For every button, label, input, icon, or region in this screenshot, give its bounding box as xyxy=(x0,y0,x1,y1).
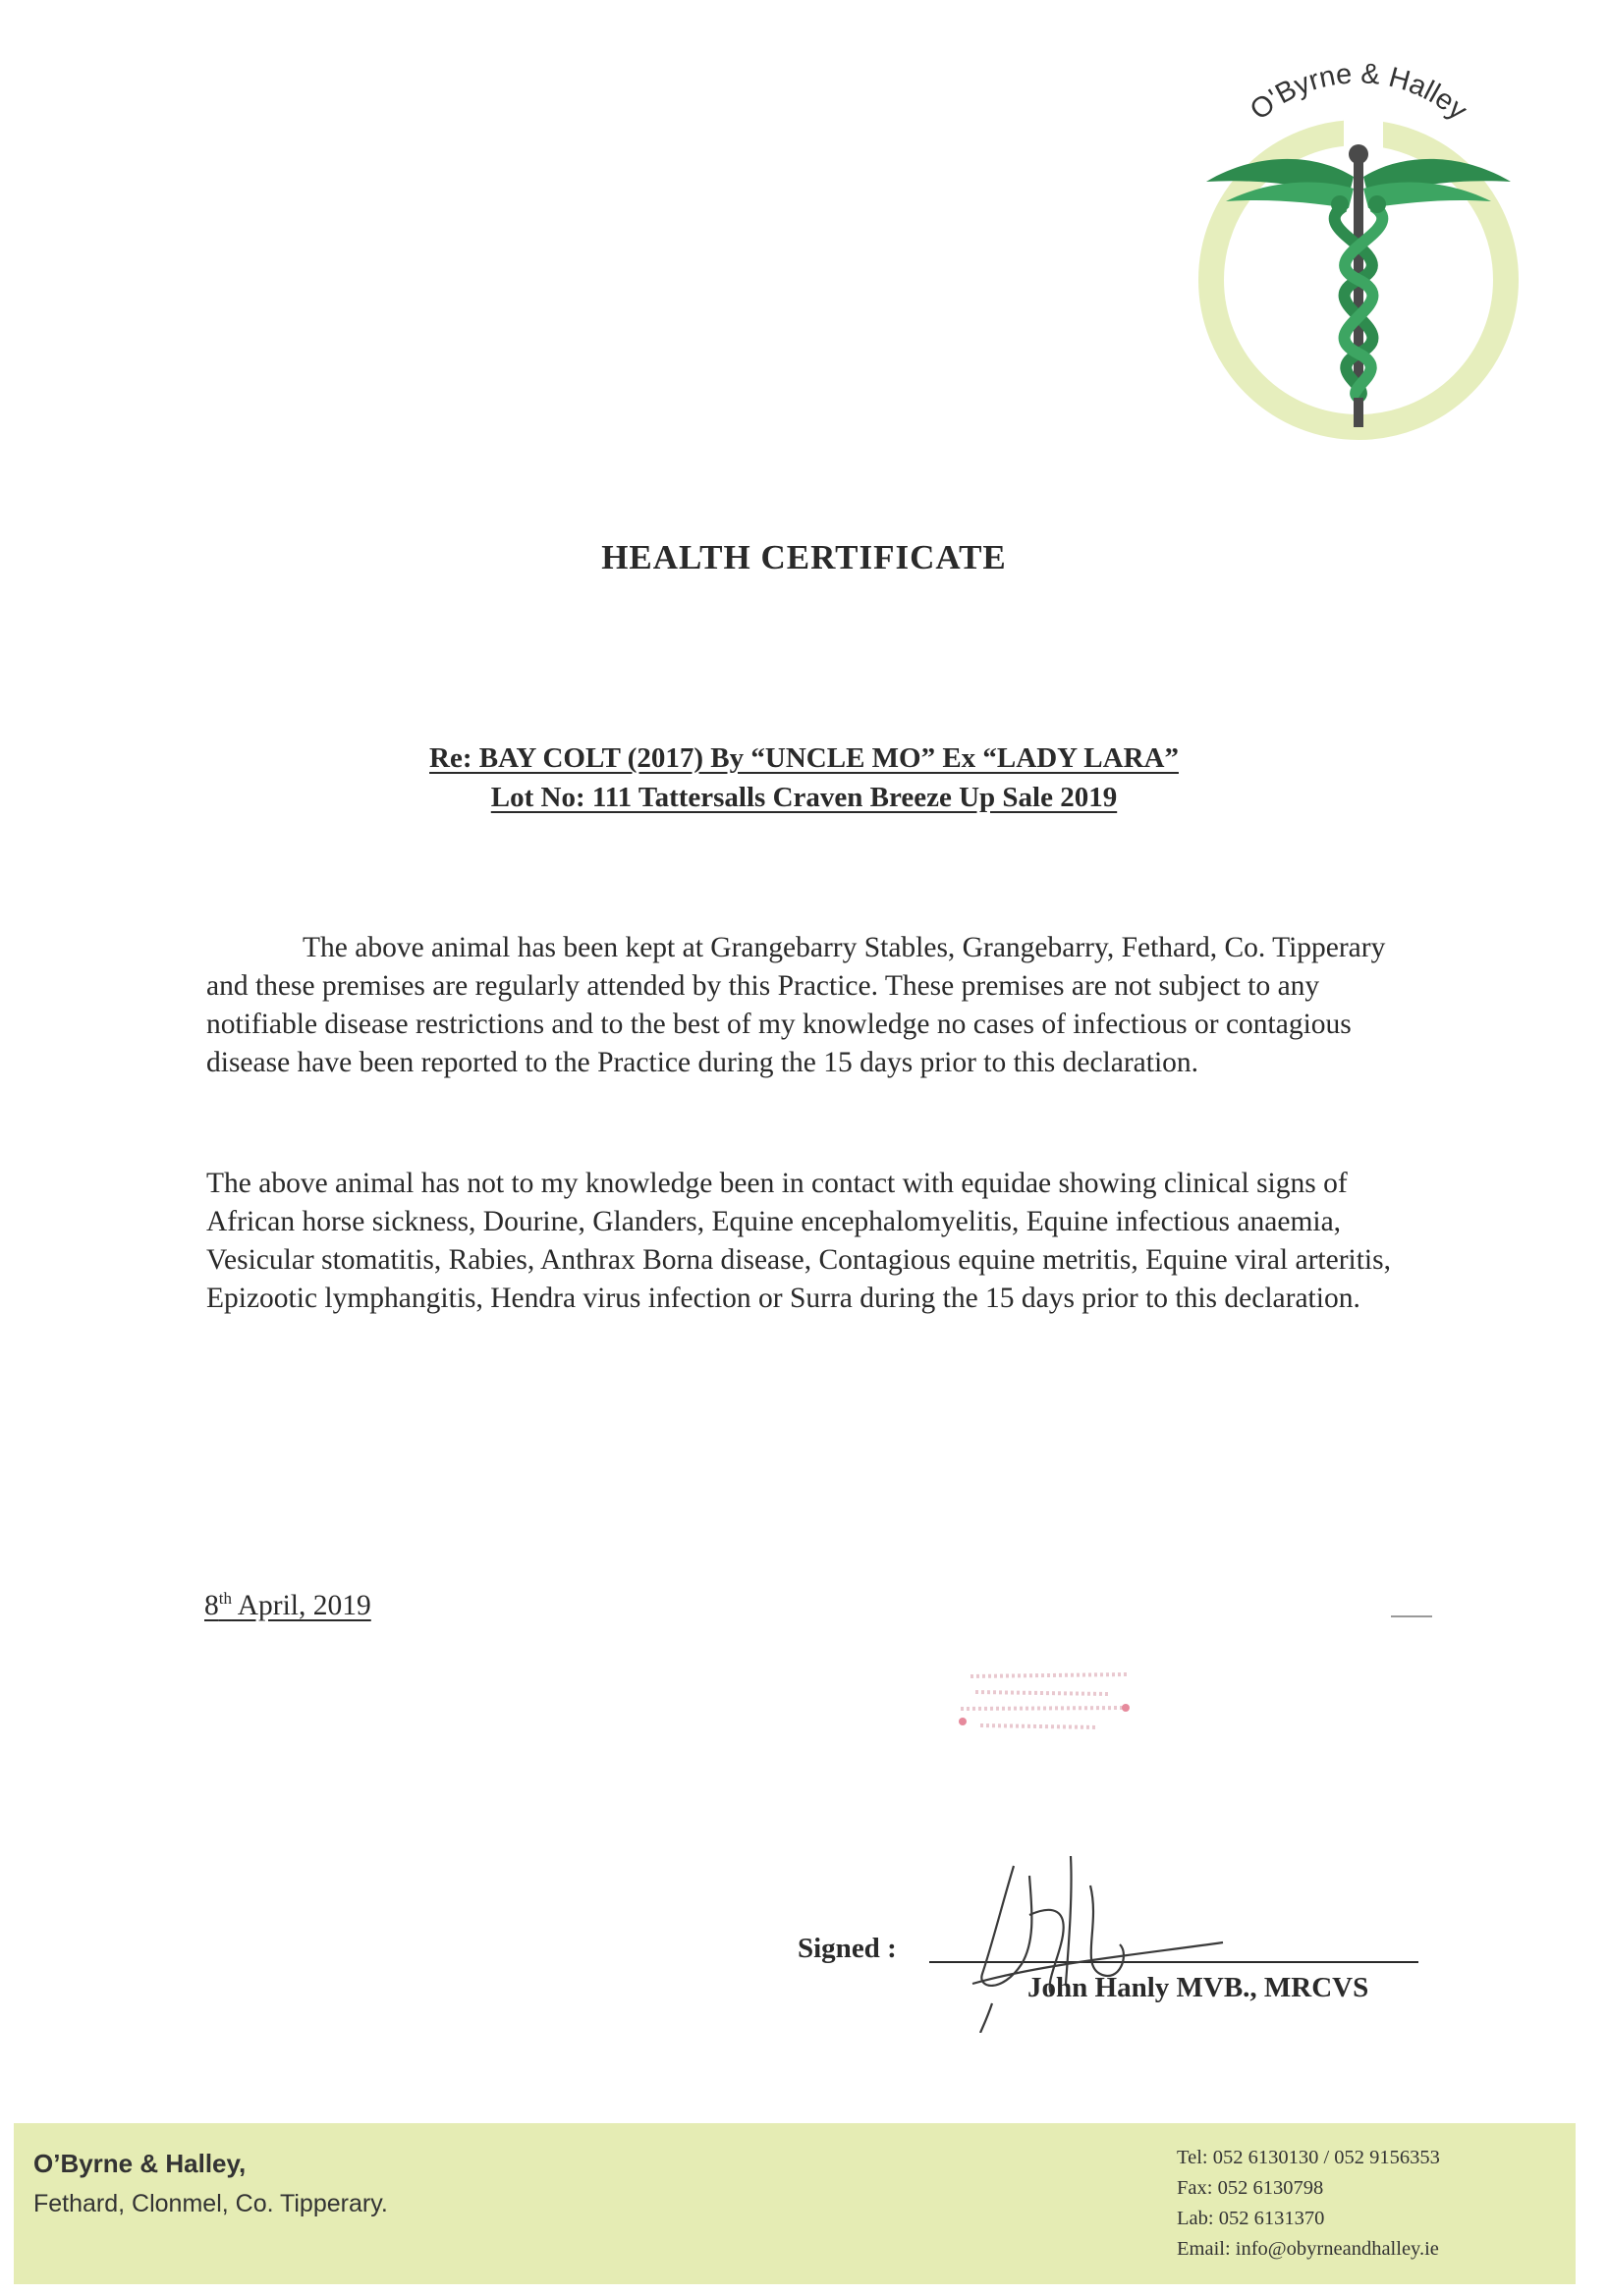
footer-address: Fethard, Clonmel, Co. Tipperary. xyxy=(33,2190,388,2217)
date-day: 8 xyxy=(204,1589,219,1621)
body-paragraph-premises: The above animal has been kept at Grangebarry Stables, Grangebarry, Fethard, Co. Tipperary and these premises are regularly attended by this Practice. These premises are not subject to any notifiable disease restrictions and to the best of my knowledge no cases of infectious or contagious disease have been reported to the Practice during the 15 days prior to this declaration. xyxy=(206,932,1386,1078)
footer-company-name: O’Byrne & Halley, xyxy=(33,2149,247,2178)
margin-mark xyxy=(1391,1615,1432,1617)
footer-fax: Fax: 052 6130798 xyxy=(1177,2177,1324,2199)
footer-contact xyxy=(1177,2143,1440,2265)
footer-lab: Lab: 052 6131370 xyxy=(1177,2208,1325,2229)
letterhead-footer xyxy=(14,2123,1576,2284)
reference-block xyxy=(0,738,1608,817)
body-paragraph-diseases: The above animal has not to my knowledge been in contact with equidae showing clinical signs of African horse sickness, Dourine, Glanders, Equine encephalomyelitis, Equine infectious anaemia, Vesicular stomatitis, Rabies, Anthrax Borna disease, Contagious equine metritis, Equine viral arteritis, Epizootic lymphangitis, Hendra virus infection or Surra during the 15 days prior to this declaration. xyxy=(206,1168,1391,1314)
document-title: HEALTH CERTIFICATE xyxy=(601,538,1007,576)
caduceus-icon xyxy=(1196,59,1521,452)
practice-logo xyxy=(1196,59,1521,452)
signer-name: John Hanly MVB., MRCVS xyxy=(1027,1972,1369,2003)
date-suffix: th xyxy=(218,1589,232,1608)
date-rest: April, 2019 xyxy=(231,1589,371,1621)
handwritten-signature xyxy=(963,1846,1228,2033)
signed-label: Signed : xyxy=(798,1933,897,1964)
logo-text: O'Byrne & Halley xyxy=(1244,59,1473,127)
reference-horse: Re: BAY COLT (2017) By “UNCLE MO” Ex “LADY LARA” xyxy=(429,742,1179,774)
footer-email: Email: info@obyrneandhalley.ie xyxy=(1177,2238,1439,2260)
footer-tel: Tel: 052 6130130 / 052 9156353 xyxy=(1177,2147,1440,2168)
certificate-date xyxy=(204,1589,371,1622)
reference-lot: Lot No: 111 Tattersalls Craven Breeze Up Sale 2019 xyxy=(490,782,1118,813)
faint-stamp-mark xyxy=(951,1665,1147,1743)
